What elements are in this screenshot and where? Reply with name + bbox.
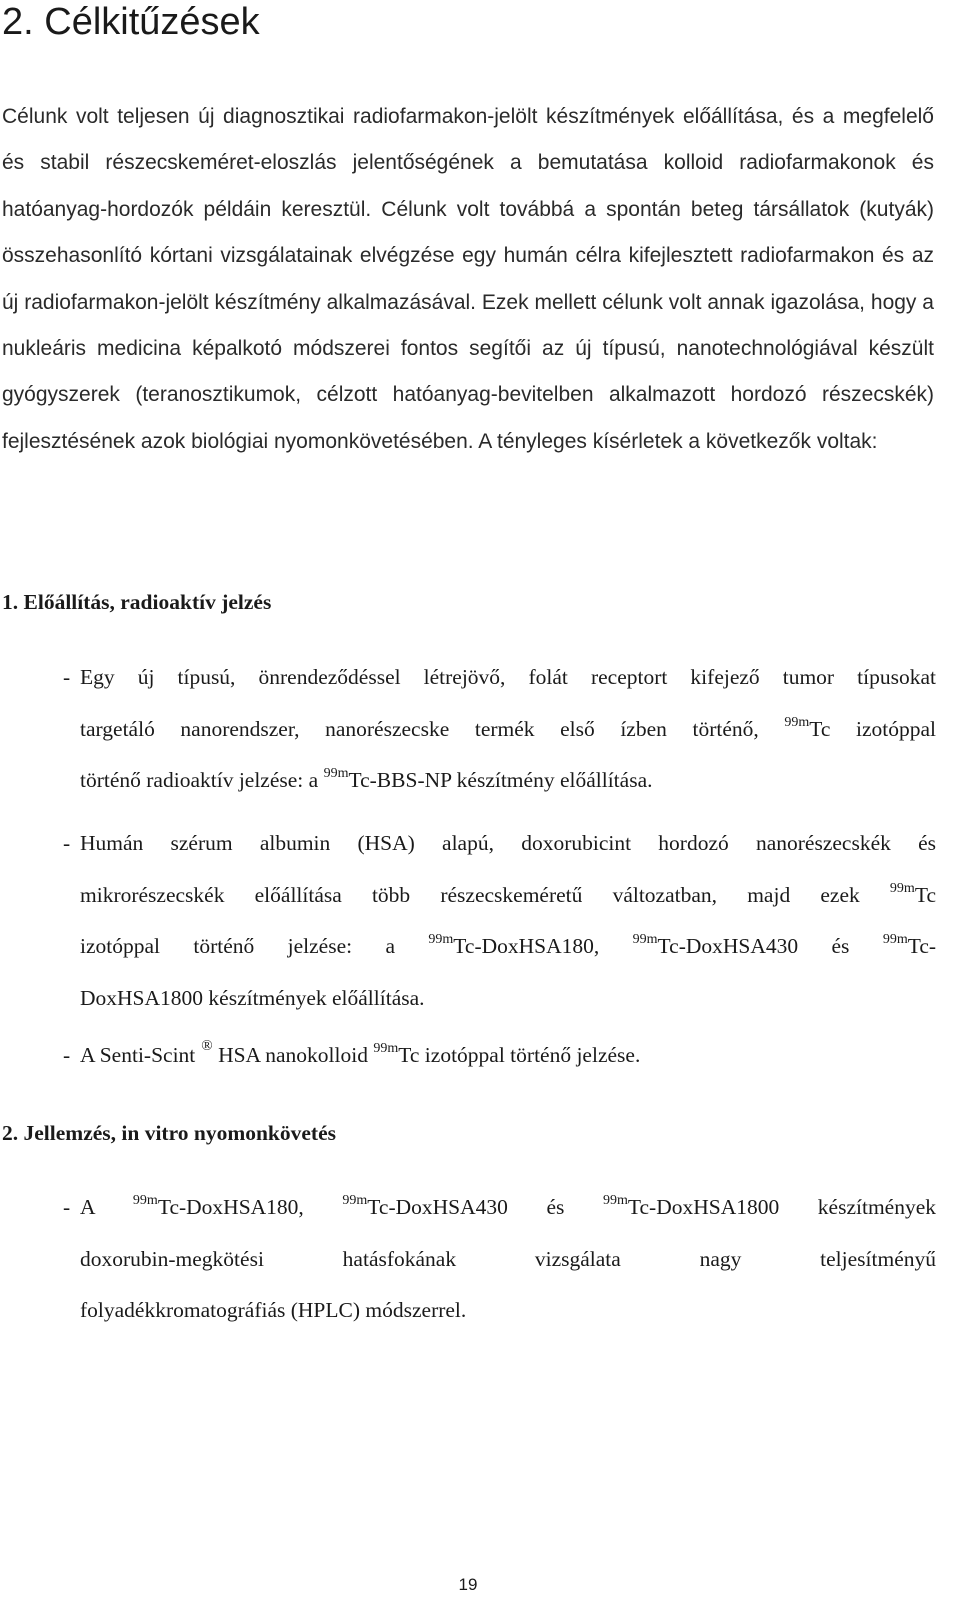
item-text: történő radioaktív jelzése: a [80,768,319,792]
list-item [63,1030,936,1085]
isotope-superscript: 99m [373,1041,399,1056]
item-text: Tc izotóppal történő jelzése. [398,1043,641,1067]
list-dash: - [63,1043,71,1067]
section-2-title: 2. Jellemzés, in vitro nyomonkövetés [2,1121,337,1145]
isotope-superscript: 99m [342,1193,368,1208]
item-text: Tc izotóppal [809,716,937,741]
item-line [80,1030,936,1085]
item-text: mikrorészecskék előállítása több részecskeméretű változatban, majd ezek [80,882,860,907]
registered-mark: ® [201,1038,213,1054]
item-text: Tc-DoxHSA180, [157,1195,304,1219]
item-text: Tc-DoxHSA1800 készítmények [627,1195,937,1219]
isotope-superscript: 99m [889,880,915,896]
item-line [80,1182,936,1234]
item-line: folyadékkromatográfiás (HPLC) módszerrel. [80,1298,467,1322]
section-1-title: 1. Előállítás, radioaktív jelzés [2,590,272,614]
item-text: Tc-DoxHSA180, [453,934,600,958]
item-text: Tc- [907,934,937,958]
item-line: Egy új típusú, önrendeződéssel létrejövő, folát receptort kifejező tumor típusokat [80,665,936,689]
list-item [63,1182,937,1337]
item-text: HSA nanokolloid [218,1043,368,1067]
page-number: 19 [458,1575,478,1594]
list-item [63,818,937,1024]
isotope-superscript: 99m [632,932,658,947]
isotope-superscript: 99m [428,932,454,947]
item-text: Tc-BBS-NP készítmény előállítása. [348,768,653,792]
item-line: doxorubin-megkötési hatásfokának vizsgálata nagy teljesítményű [80,1246,936,1271]
isotope-superscript: 99m [602,1193,628,1208]
intro-paragraph: Célunk volt teljesen új diagnosztikai radiofarmakon-jelölt készítmények előállítása, és a megfelelő és stabil részecskeméret-eloszlás jelentőségének a bemutatása kolloid radiofarmakonok és hatóanyag-hordozók példáin keresztül. Célunk volt továbbá a spontán beteg társállatok (kutyák) összehasonlító kórtani vizsgálatainak elvégzése egy humán célra kifejlesztett radiofarmakon és az új radiofarmakon-jelölt készítmény alkalmazásával. Ezek mellett célunk volt annak igazolása, hogy a nukleáris medicina képalkotó módszerei fontos segítői az új típusú, nanotechnológiával készült gyógyszerek (teranosztikumok, célzott hatóanyag-bevitelben alkalmazott hordozó részecskék) fejlesztésének azok biológiai nyomonkövetésében. A tényleges kísérletek a következők voltak: [2,105,934,453]
list-dash: - [63,665,71,689]
item-line [80,870,936,922]
isotope-superscript: 99m [323,766,349,781]
item-text: Tc-DoxHSA430 és [657,934,850,958]
list-item [63,652,937,807]
item-text: A [80,1195,95,1219]
item-line [80,704,936,756]
item-text: Tc-DoxHSA430 és [367,1195,565,1219]
item-text: A Senti-Scint [80,1043,196,1067]
isotope-superscript: 99m [784,714,810,730]
item-text: targetáló nanorendszer, nanorészecske termék első ízben történő, [80,716,759,741]
item-line [80,921,936,973]
list-dash: - [63,1195,71,1219]
item-line: DoxHSA1800 készítmények előállítása. [80,985,425,1010]
list-dash: - [63,831,71,855]
isotope-superscript: 99m [882,932,908,947]
item-text: izotóppal történő jelzése: a [80,934,395,958]
item-text: Tc [914,882,936,907]
isotope-superscript: 99m [132,1193,158,1208]
item-line: Humán szérum albumin (HSA) alapú, doxorubicint hordozó nanorészecskék és [80,831,936,855]
item-line [80,755,936,807]
chapter-heading: 2. Célkitűzések [2,1,260,43]
